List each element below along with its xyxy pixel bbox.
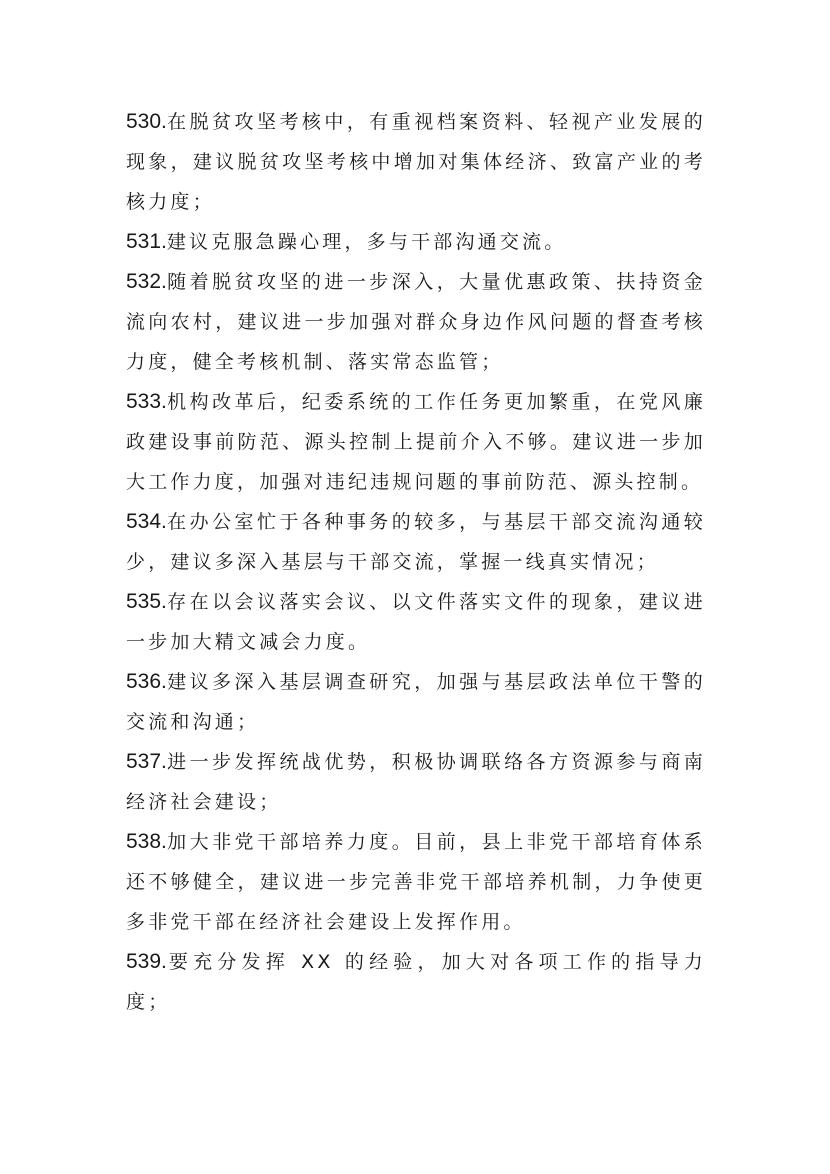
item-number: 539. [126,950,167,973]
item-text: 要充分发挥 XX 的经验，加大对各项工作的指导力度； [126,951,706,1013]
list-item [126,382,706,502]
item-number: 532. [126,270,167,293]
list-item [126,222,706,262]
item-text: 存在以会议落实会议、以文件落实文件的现象，建议进一步加大精文减会力度。 [126,591,706,653]
item-number: 531. [126,230,167,253]
item-text: 建议克服急躁心理，多与干部沟通交流。 [166,231,567,253]
item-text: 机构改革后，纪委系统的工作任务更加繁重，在党风廉政建设事前防范、源头控制上提前介入不够。建议进一步加大工作力度，加强对违纪违规问题的事前防范、源头控制。 [126,391,706,493]
item-text: 进一步发挥统战优势，积极协调联络各方资源参与商南经济社会建设； [126,751,706,813]
list-item [126,502,706,582]
item-text: 在办公室忙于各种事务的较多，与基层干部交流沟通较少，建议多深入基层与干部交流，掌握一线真实情况； [126,511,706,573]
item-number: 535. [126,590,167,613]
item-number: 533. [126,390,167,413]
item-text: 在脱贫攻坚考核中，有重视档案资料、轻视产业发展的现象，建议脱贫攻坚考核中增加对集体经济、致富产业的考核力度； [126,111,706,213]
list-item [126,582,706,662]
item-number: 537. [126,750,167,773]
item-number: 538. [126,830,167,853]
item-number: 536. [126,670,167,693]
item-number: 530. [126,110,167,133]
list-item [126,662,706,742]
list-item [126,262,706,382]
list-item [126,102,706,222]
list-item [126,942,706,1022]
item-number: 534. [126,510,167,533]
item-text: 随着脱贫攻坚的进一步深入，大量优惠政策、扶持资金流向农村，建议进一步加强对群众身边作风问题的督查考核力度，健全考核机制、落实常态监管； [126,271,706,373]
item-text: 加大非党干部培养力度。目前，县上非党干部培育体系还不够健全，建议进一步完善非党干部培养机制，力争使更多非党干部在经济社会建设上发挥作用。 [126,831,706,933]
list-item [126,742,706,822]
list-item [126,822,706,942]
document-body [126,102,706,1022]
item-text: 建议多深入基层调查研究，加强与基层政法单位干警的交流和沟通； [126,671,706,733]
